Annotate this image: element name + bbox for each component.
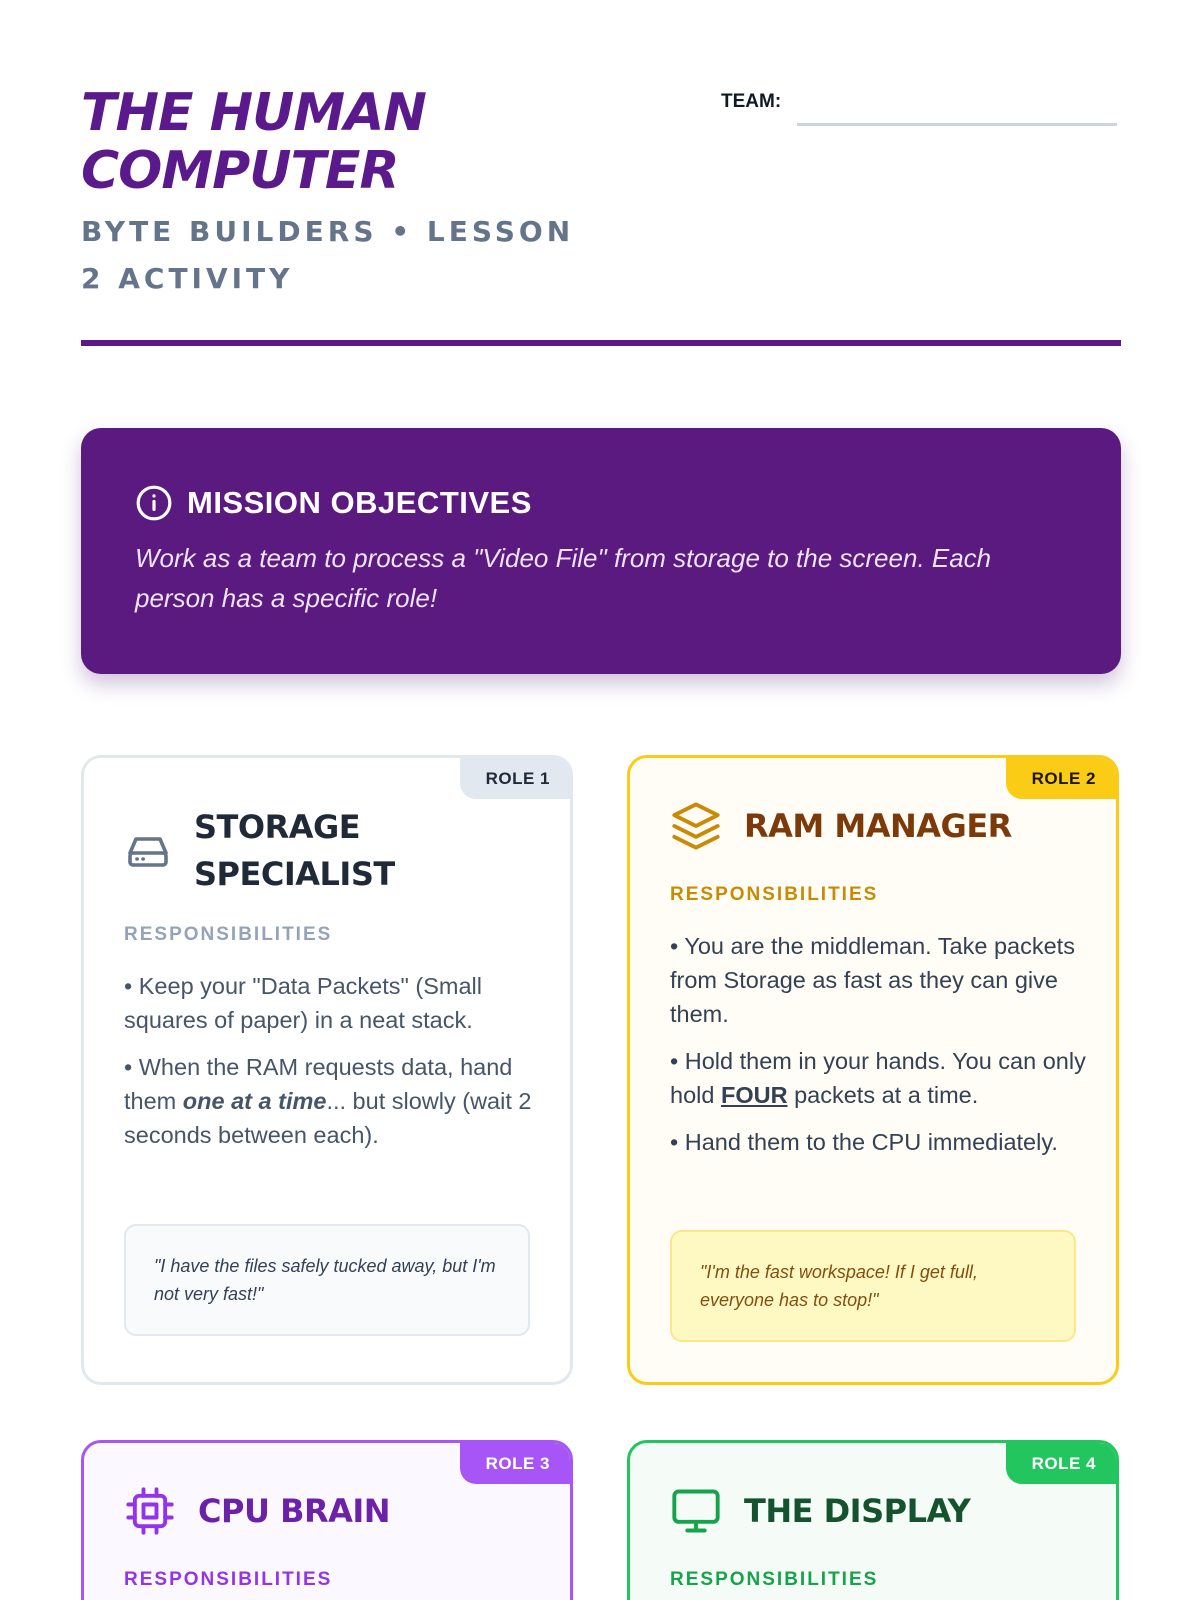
page-subtitle: BYTE BUILDERS • LESSON 2 ACTIVITY (81, 215, 575, 295)
layers-icon (670, 800, 722, 852)
team-field (721, 90, 1117, 114)
team-input-line[interactable] (797, 123, 1117, 126)
responsibilities-list (124, 969, 534, 1165)
role-title: STORAGE SPECIALIST (194, 808, 395, 893)
role-card-storage-specialist (81, 755, 573, 1385)
page-title: THE HUMAN COMPUTER (81, 83, 426, 201)
team-label: TEAM: (721, 91, 782, 112)
list-item: • Keep your "Data Packets" (Small squares of paper) in a neat stack. (124, 973, 482, 1033)
worksheet-header (81, 84, 1121, 348)
role-title: THE DISPLAY (744, 1491, 971, 1530)
list-item: • When the RAM requests data, hand them one at a time... but slowly (wait 2 seconds between each). (124, 1054, 532, 1148)
role-card-the-display (627, 1440, 1119, 1600)
responsibilities-label: RESPONSIBILITIES (670, 1569, 879, 1590)
role-tag: ROLE 3 (460, 1443, 570, 1484)
responsibilities-label: RESPONSIBILITIES (124, 924, 333, 945)
header-divider (81, 340, 1121, 346)
role-card-ram-manager (627, 755, 1119, 1385)
list-item: • You are the middleman. Take packets from Storage as fast as they can give them. (670, 933, 1075, 1027)
role-tag: ROLE 1 (460, 758, 570, 799)
role-title: RAM MANAGER (744, 806, 1012, 845)
info-icon (135, 484, 173, 522)
role-title: CPU BRAIN (198, 1491, 391, 1530)
hard-drive-icon (124, 827, 172, 875)
responsibilities-list (670, 929, 1090, 1172)
role-tag: ROLE 4 (1006, 1443, 1116, 1484)
responsibilities-label: RESPONSIBILITIES (124, 1569, 333, 1590)
role-quote: "I'm the fast workspace! If I get full, everyone has to stop!" (670, 1230, 1076, 1342)
role-card-cpu-brain (81, 1440, 573, 1600)
role-quote: "I have the files safely tucked away, but I'm not very fast!" (124, 1224, 530, 1336)
mission-objectives-panel (81, 428, 1121, 674)
cpu-icon (124, 1485, 176, 1537)
responsibilities-label: RESPONSIBILITIES (670, 884, 879, 905)
mission-title: MISSION OBJECTIVES (187, 485, 532, 520)
mission-text: Work as a team to process a "Video File" from storage to the screen. Each person has a specific role! (135, 543, 992, 613)
list-item: • Hand them to the CPU immediately. (670, 1129, 1058, 1155)
monitor-icon (670, 1485, 722, 1537)
list-item: • Hold them in your hands. You can only hold FOUR packets at a time. (670, 1048, 1086, 1108)
role-tag: ROLE 2 (1006, 758, 1116, 799)
